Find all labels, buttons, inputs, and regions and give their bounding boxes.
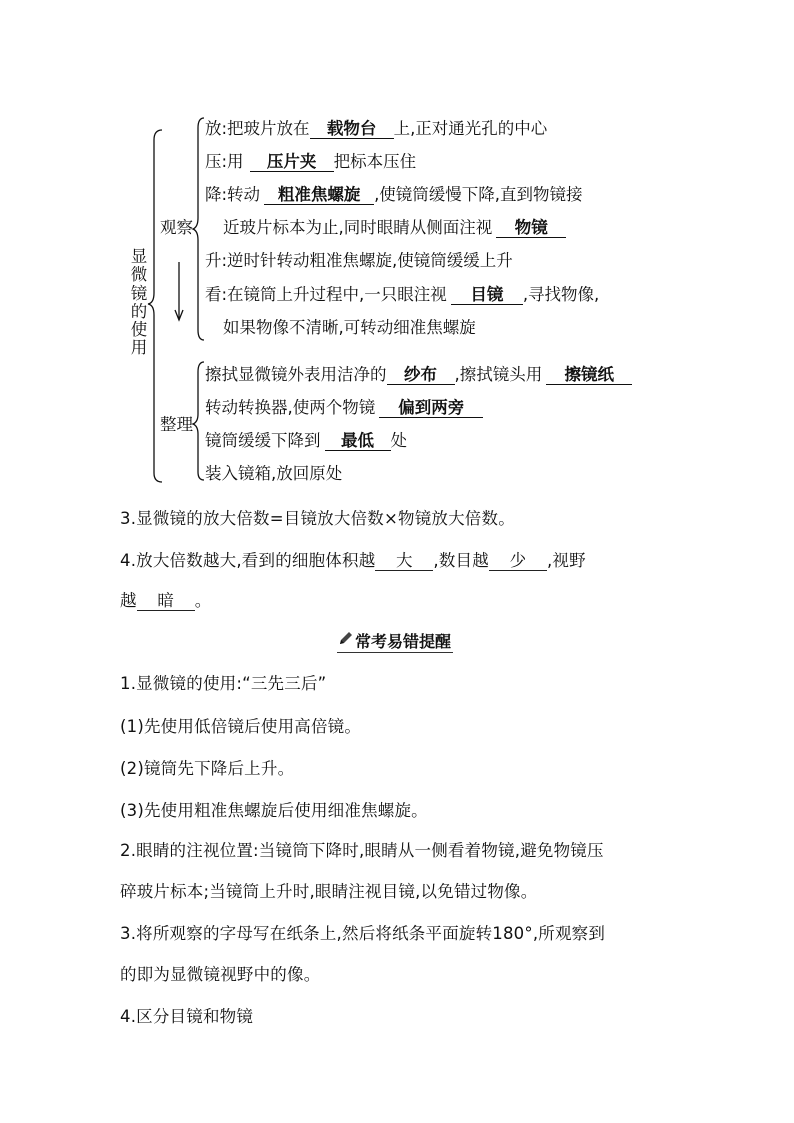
- tip-1: 1.显微镜的使用:“三先三后”: [120, 674, 327, 693]
- tidy-item-4: 装入镜箱,放回原处: [205, 464, 343, 483]
- point-3: 3.显微镜的放大倍数=目镜放大倍数×物镜放大倍数。: [120, 509, 515, 528]
- tip-1-3: (3)先使用粗准焦螺旋后使用细准焦螺旋。: [120, 801, 428, 820]
- blank-answer: 物镜: [496, 219, 566, 238]
- blank-answer: 粗准焦螺旋: [264, 186, 374, 205]
- blank-answer: 暗: [137, 592, 195, 611]
- blank-answer: 大: [375, 552, 433, 571]
- blank-answer: 纱布: [387, 366, 455, 385]
- pencil-icon: [338, 630, 354, 646]
- tip-1-2: (2)镜筒先下降后上升。: [120, 759, 295, 778]
- observe-item-4: 近玻片标本为止,同时眼睛从侧面注视 物镜: [223, 218, 566, 238]
- blank-answer: 压片夹: [250, 153, 334, 172]
- observe-item-5: 升:逆时针转动粗准焦螺旋,使镜筒缓缓上升: [205, 251, 513, 270]
- observe-item-7: 如果物像不清晰,可转动细准焦螺旋: [223, 318, 476, 337]
- root-label-char: 镜: [130, 283, 148, 303]
- blank-answer: 载物台: [310, 120, 394, 139]
- blank-answer: 偏到两旁: [379, 399, 483, 418]
- observe-item-1: 放:把玻片放在 载物台 上,正对通光孔的中心: [205, 119, 548, 138]
- tip-2-line-2: 碎玻片标本;当镜筒上升时,眼睛注视目镜,以免错过物像。: [120, 882, 538, 901]
- root-label-char: 使: [130, 320, 148, 340]
- section-title: 常考易错提醒: [337, 629, 453, 652]
- observe-brace: [192, 114, 206, 346]
- observe-item-2: 压:用 压片夹 把标本压住: [205, 152, 417, 171]
- down-arrow-icon: [172, 262, 186, 324]
- tidy-item-1: 擦拭显微镜外表用洁净的 纱布 ,擦拭镜头用 擦镜纸: [205, 365, 632, 385]
- tip-1-1: (1)先使用低倍镜后使用高倍镜。: [120, 717, 362, 736]
- root-label-char: 用: [130, 338, 148, 358]
- tidy-brace: [192, 360, 206, 486]
- root-char: [130, 248, 148, 358]
- blank-answer: 目镜: [451, 286, 523, 305]
- blank-answer: 少: [489, 552, 547, 571]
- blank-answer: 最低: [325, 432, 391, 451]
- root-label-char: 显: [130, 247, 148, 266]
- root-label-char: 微: [130, 265, 148, 285]
- tip-3-line-2: 的即为显微镜视野中的像。: [120, 965, 321, 984]
- observe-item-3: 降:转动 粗准焦螺旋 ,使镜筒缓慢下降,直到物镜接: [205, 185, 583, 204]
- point-4-line-1: 4.放大倍数越大,看到的细胞体积越 大 ,数目越 少 ,视野: [120, 551, 586, 570]
- tip-4: 4.区分目镜和物镜: [120, 1007, 254, 1026]
- tidy-item-3: 镜筒缓缓下降到 最低 处: [205, 431, 407, 450]
- tidy-label: 整理: [160, 415, 193, 434]
- observe-label: 观察: [160, 218, 193, 237]
- tip-3-line-1: 3.将所观察的字母写在纸条上,然后将纸条平面旋转180°,所观察到: [120, 924, 606, 943]
- blank-answer: 擦镜纸: [546, 366, 632, 385]
- tidy-item-2: 转动转换器,使两个物镜 偏到两旁: [205, 398, 483, 418]
- observe-item-6: 看:在镜筒上升过程中,一只眼注视 目镜 ,寻找物像,: [205, 285, 600, 304]
- root-label-char: 的: [130, 301, 148, 321]
- tip-2-line-1: 2.眼睛的注视位置:当镜筒下降时,眼睛从一侧看着物镜,避免物镜压: [120, 841, 604, 860]
- point-4-line-2: 越 暗 。: [120, 591, 212, 610]
